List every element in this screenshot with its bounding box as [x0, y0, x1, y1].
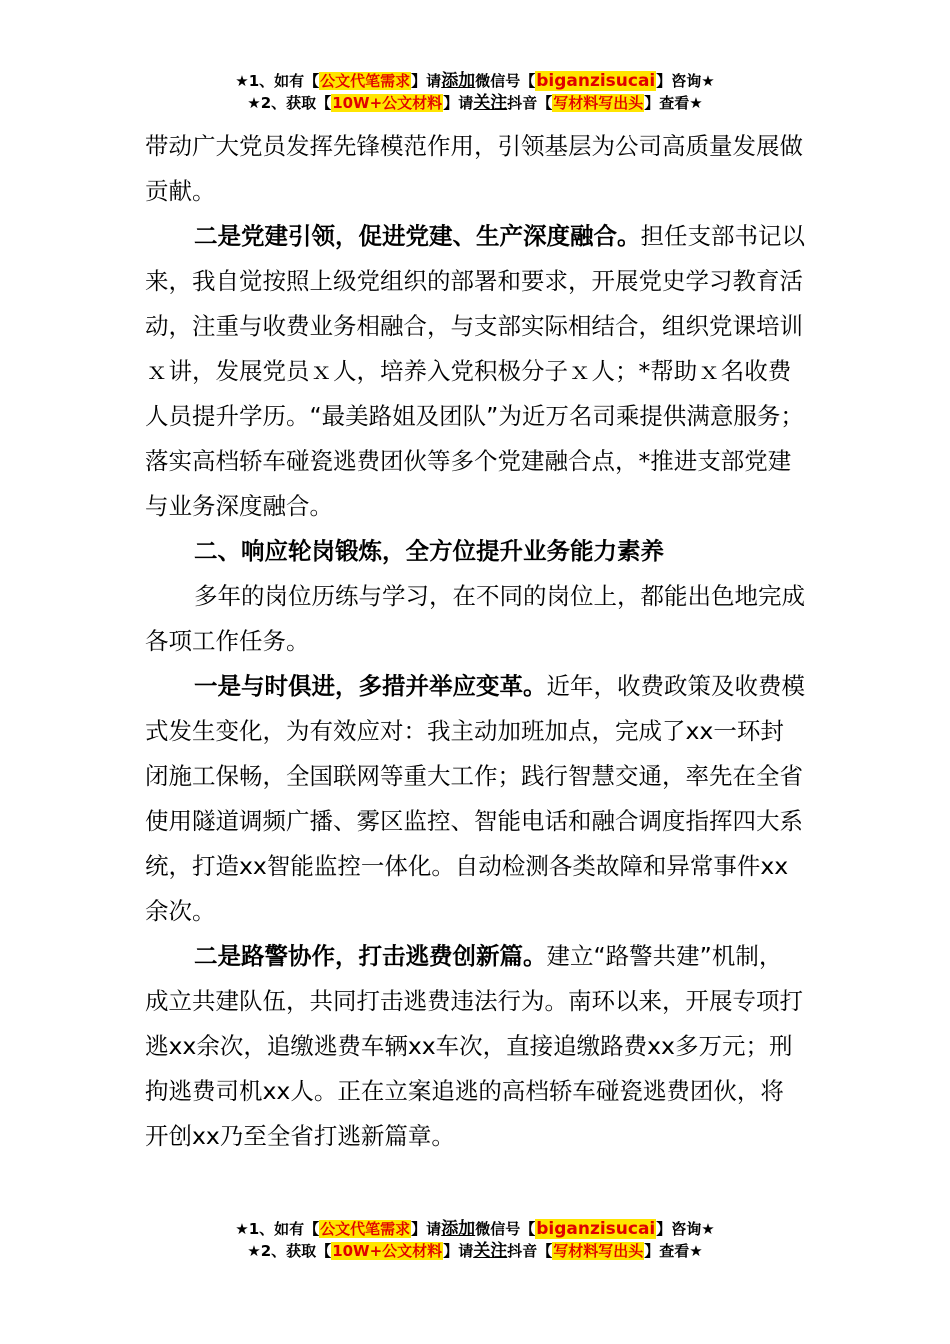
banner-underline: 关注 — [473, 1241, 508, 1261]
banner-highlight: 公文代笔需求 — [320, 1220, 411, 1238]
banner-underline: 添加 — [441, 71, 476, 91]
paragraph-lead: 二是路警协作，打击逃费创新篇。 — [194, 942, 547, 970]
paragraph-text: 近年，收费政策及收费模式发生变化，为有效应对：我主动加班加点，完成了xx一环封闭施工保畅，全国联网等重大工作；践行智慧交通，率先在全省使用隧道调频广播、雾区监控、智能电话和融合调度指挥四大系统，打造xx智能监控一体化。自动检测各类故障和异常事件xx余次。 — [145, 672, 805, 925]
banner-highlight: 公文代笔需求 — [320, 72, 411, 90]
banner-line-1 — [0, 1218, 950, 1240]
paragraph: 带动广大党员发挥先锋模范作用，引领基层为公司高质量发展做贡献。 — [145, 132, 803, 205]
banner-text: 抖音【 — [507, 1242, 553, 1260]
banner-line-2 — [0, 1240, 950, 1262]
paragraph-lead: 一是与时俱进，多措并举应变革。 — [194, 672, 547, 700]
banner-text: 】咨询★ — [656, 72, 715, 90]
banner-text: ★1、如有【 — [235, 72, 320, 90]
banner-text: 】请 — [443, 94, 474, 112]
paragraph-lead: 二是党建引领，促进党建、生产深度融合。 — [194, 222, 641, 250]
banner-text: 微信号【 — [475, 72, 536, 90]
banner-line-1 — [0, 70, 950, 92]
banner-wechat-id: biganzisucai — [536, 71, 656, 91]
paragraph-text: 建立“路警共建”机制，成立共建队伍，共同打击逃费违法行为。南环以来，开展专项打逃xx余次，追缴逃费车辆xx车次，直接追缴路费xx多万元；刑拘逃费司机xx人。正在立案追逃的高档轿车碰瓷逃费团伙，将开创xx乃至全省打逃新篇章。 — [145, 942, 803, 1150]
paragraph — [145, 214, 805, 529]
footer-banner — [0, 1218, 950, 1262]
banner-text: ★2、获取【 — [247, 1242, 332, 1260]
banner-text: 】查看★ — [644, 1242, 703, 1260]
paragraph — [145, 664, 805, 934]
banner-underline: 添加 — [441, 1219, 476, 1239]
banner-text: 】请 — [411, 1220, 442, 1238]
banner-text: 】请 — [443, 1242, 474, 1260]
banner-text: 微信号【 — [475, 1220, 536, 1238]
banner-text: 】请 — [411, 72, 442, 90]
banner-wechat-id: biganzisucai — [536, 1219, 656, 1239]
banner-text: 抖音【 — [507, 94, 553, 112]
paragraph — [145, 934, 805, 1159]
paragraph: 多年的岗位历练与学习，在不同的岗位上，都能出色地完成各项工作任务。 — [145, 582, 805, 655]
banner-douyin-id: 写材料写出头 — [553, 1242, 644, 1260]
banner-douyin-id: 写材料写出头 — [553, 94, 644, 112]
section-heading: 二、响应轮岗锻炼，全方位提升业务能力素养 — [194, 537, 664, 565]
banner-highlight: 10W+公文材料 — [332, 1242, 443, 1260]
banner-text: 】咨询★ — [656, 1220, 715, 1238]
document-body — [145, 124, 805, 1159]
banner-highlight: 10W+公文材料 — [332, 94, 443, 112]
banner-text: ★1、如有【 — [235, 1220, 320, 1238]
header-banner — [0, 70, 950, 114]
banner-line-2 — [0, 92, 950, 114]
banner-text: 】查看★ — [644, 94, 703, 112]
paragraph-text: 担任支部书记以来，我自觉按照上级党组织的部署和要求，开展党史学习教育活动，注重与收费业务相融合，与支部实际相结合，组织党课培训ｘ讲，发展党员ｘ人，培养入党积极分子ｘ人；*帮助ｘ名收费人员提升学历。“最美路姐及团队”为近万名司乘提供满意服务；落实高档轿车碰瓷逃费团伙等多个党建融合点，*推进支部党建与业务深度融合。 — [145, 222, 805, 520]
banner-underline: 关注 — [473, 93, 508, 113]
banner-text: ★2、获取【 — [247, 94, 332, 112]
